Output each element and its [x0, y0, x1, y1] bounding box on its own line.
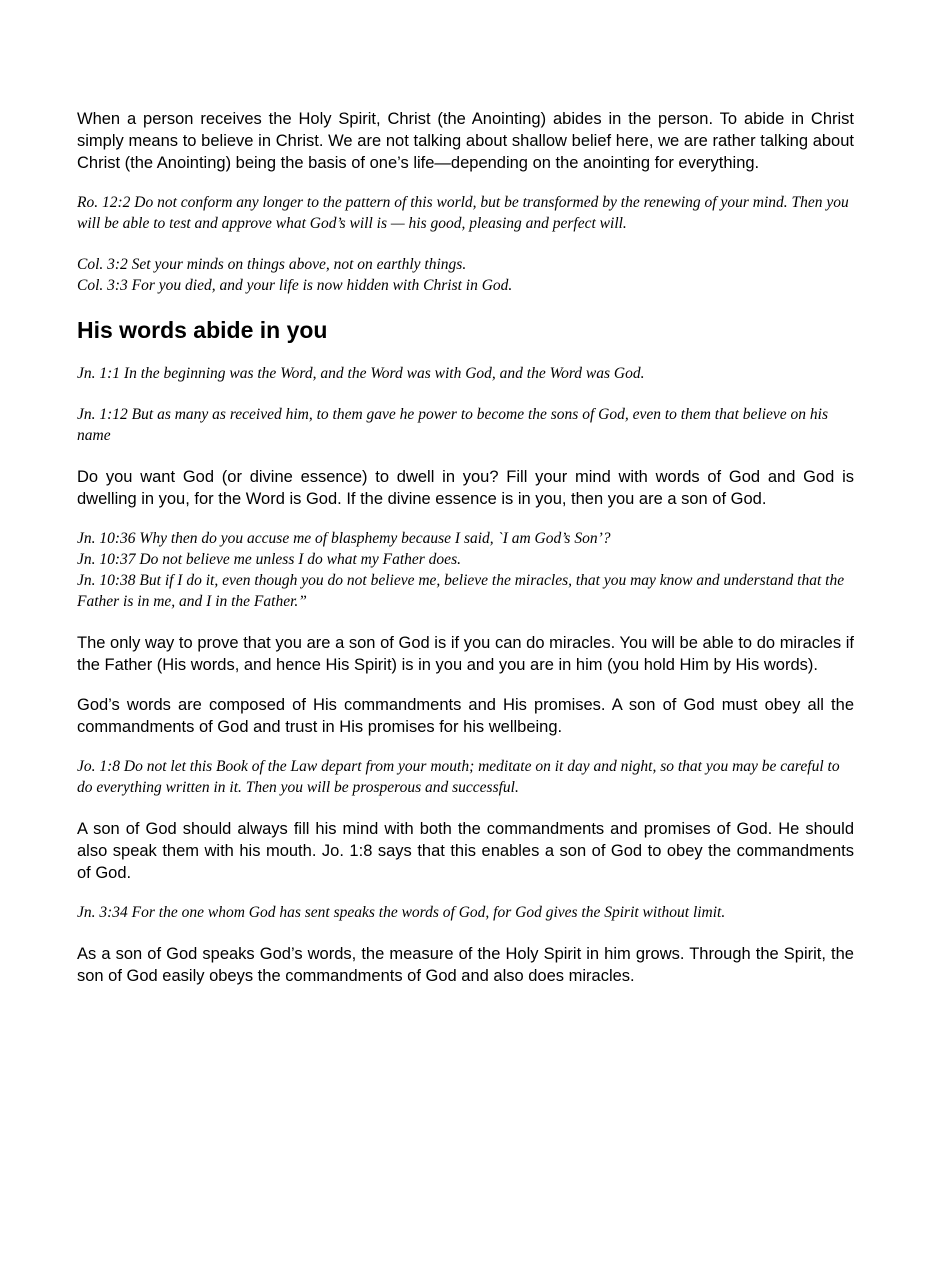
scripture-quote [77, 254, 854, 296]
scripture-quote: Jn. 1:1 In the beginning was the Word, and the Word was with God, and the Word was God. [77, 365, 645, 382]
quote-line: Jn. 10:38 But if I do it, even though you do not believe me, believe the miracles, that you may know and understand that the Father is in me, and I in the Father.” [77, 572, 845, 610]
quote-line: Col. 3:2 Set your minds on things above, not on earthly things. [77, 256, 467, 273]
section-heading: His words abide in you [77, 317, 328, 343]
scripture-quote: Jn. 1:12 But as many as received him, to them gave he power to become the sons of God, even to them that believe on his name [77, 406, 828, 444]
body-paragraph: As a son of God speaks God’s words, the measure of the Holy Spirit in him grows. Through the Spirit, the son of God easily obeys the commandments of God and also does miracles. [77, 945, 854, 985]
scripture-quote [77, 528, 854, 612]
quote-line: Jn. 10:36 Why then do you accuse me of blasphemy because I said, `I am God’s Son’? [77, 530, 611, 547]
body-paragraph: God’s words are composed of His commandments and His promises. A son of God must obey all the commandments of God and trust in His promises for his wellbeing. [77, 696, 854, 736]
quote-line: Jn. 10:37 Do not believe me unless I do what my Father does. [77, 551, 461, 568]
body-paragraph: Do you want God (or divine essence) to dwell in you? Fill your mind with words of God and God is dwelling in you, for the Word is God. If the divine essence is in you, then you are a son of God. [77, 468, 854, 508]
quote-line: Col. 3:3 For you died, and your life is now hidden with Christ in God. [77, 277, 513, 294]
scripture-quote: Ro. 12:2 Do not conform any longer to the pattern of this world, but be transformed by the renewing of your mind. Then you will be able to test and approve what God’s will is — his good, pleasing and perfect will. [77, 194, 849, 232]
document-page [77, 108, 854, 1005]
scripture-quote: Jn. 3:34 For the one whom God has sent speaks the words of God, for God gives the Spirit without limit. [77, 904, 726, 921]
body-paragraph: A son of God should always fill his mind with both the commandments and promises of God. He should also speak them with his mouth. Jo. 1:8 says that this enables a son of God to obey the commandments of God. [77, 820, 854, 882]
scripture-quote: Jo. 1:8 Do not let this Book of the Law depart from your mouth; meditate on it day and night, so that you may be careful to do everything written in it. Then you will be prosperous and successful. [77, 758, 840, 796]
body-paragraph: The only way to prove that you are a son of God is if you can do miracles. You will be able to do miracles if the Father (His words, and hence His Spirit) is in you and you are in him (you hold Him by His words). [77, 634, 854, 674]
body-paragraph: When a person receives the Holy Spirit, Christ (the Anointing) abides in the person. To abide in Christ simply means to believe in Christ. We are not talking about shallow belief here, we are rather talking about Christ (the Anointing) being the basis of one’s life—depending on the anointing for everything. [77, 110, 854, 172]
